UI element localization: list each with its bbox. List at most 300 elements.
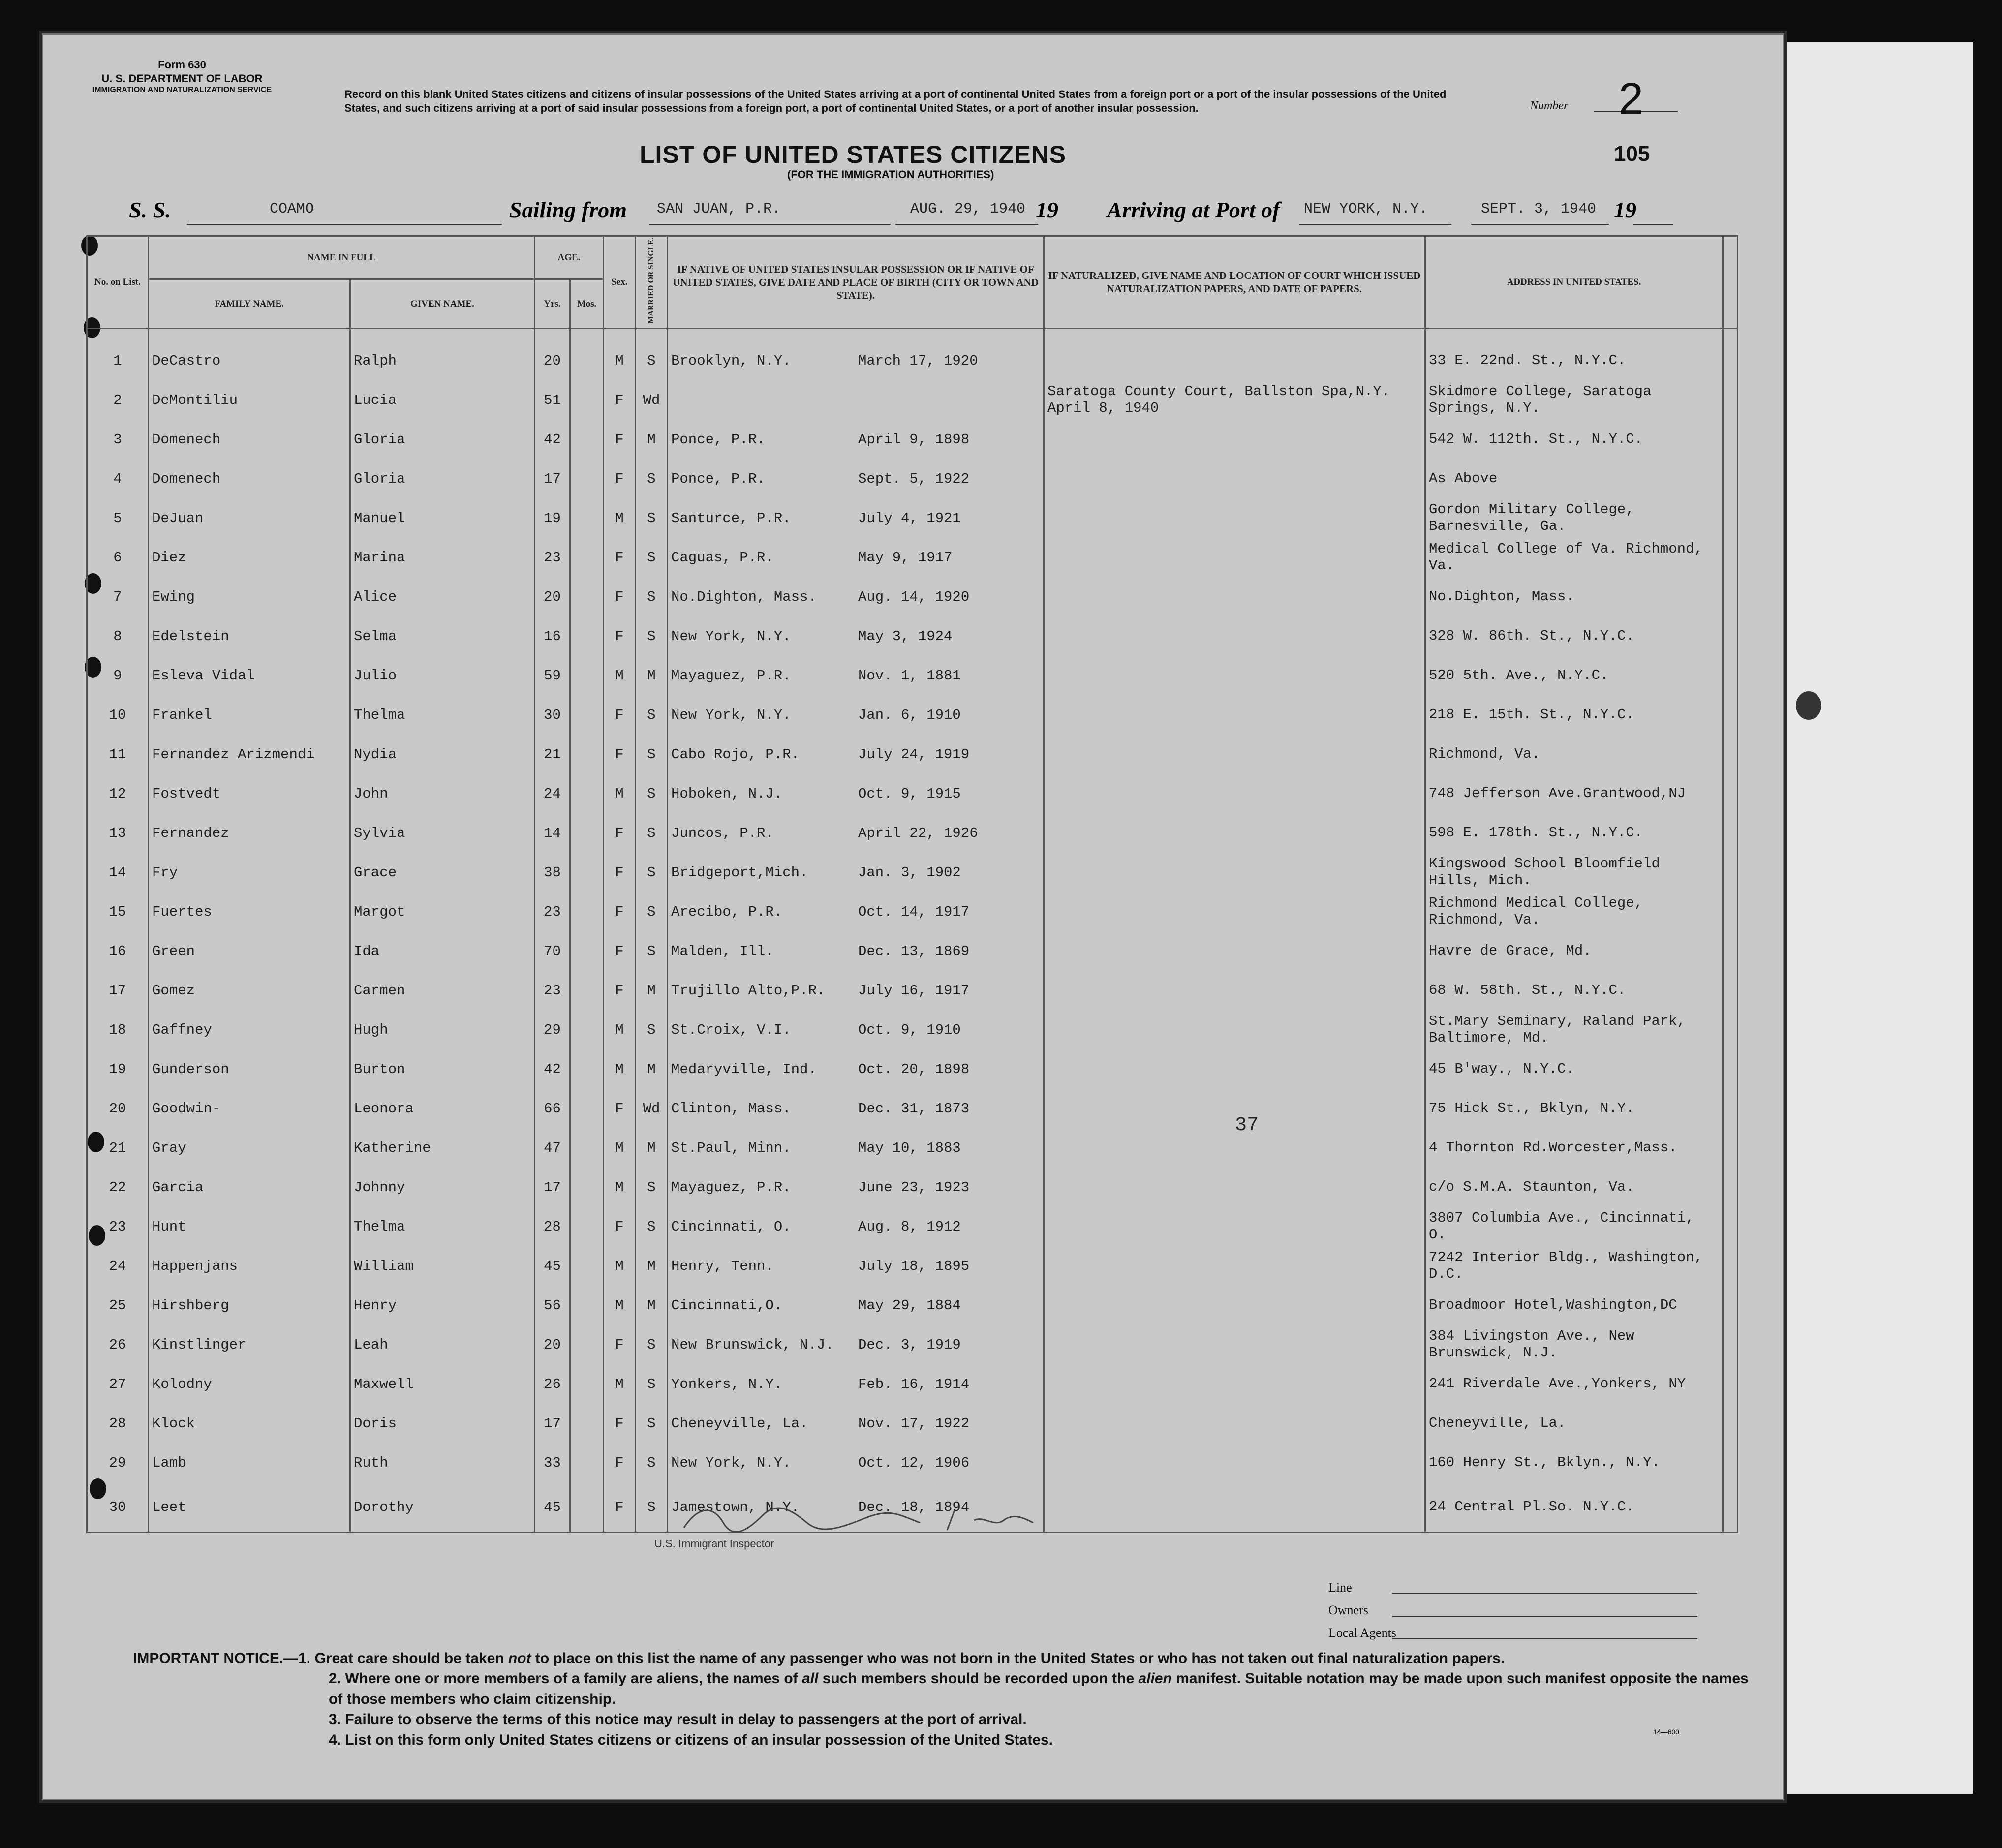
naturalization: [1044, 853, 1425, 892]
birth-info: [668, 735, 1044, 774]
col-no: No. on List.: [87, 236, 149, 329]
adjacent-page: [1776, 42, 1973, 1794]
address: 748 Jefferson Ave.Grantwood,NJ: [1425, 774, 1723, 813]
birth-date: Dec. 13, 1869: [858, 943, 970, 959]
birth-place: St.Paul, Minn.: [671, 1140, 791, 1156]
row-number: 11: [87, 735, 149, 774]
family-name: Goodwin-: [149, 1089, 350, 1128]
table-row: [87, 616, 1738, 656]
marital-status: S: [636, 931, 668, 971]
naturalization: [1044, 735, 1425, 774]
row-number: 16: [87, 931, 149, 971]
age-years: 42: [535, 1049, 570, 1089]
sex: F: [604, 1089, 636, 1128]
sailing-port: SAN JUAN, P.R.: [657, 201, 781, 217]
age-months: [570, 853, 604, 892]
sex: M: [604, 498, 636, 538]
spare: [1723, 577, 1738, 616]
naturalization: [1044, 329, 1425, 381]
age-years: 23: [535, 971, 570, 1010]
age-years: 28: [535, 1207, 570, 1246]
marital-status: M: [636, 1246, 668, 1286]
arrival-year-underline: [1633, 224, 1673, 225]
age-months: [570, 971, 604, 1010]
sex: F: [604, 1482, 636, 1533]
age-years: 23: [535, 892, 570, 931]
birth-place: Henry, Tenn.: [671, 1258, 774, 1274]
birth-info: [668, 892, 1044, 931]
address: St.Mary Seminary, Raland Park, Baltimore, Md.: [1425, 1010, 1723, 1049]
birth-date: May 29, 1884: [858, 1297, 961, 1314]
spare: [1723, 1128, 1738, 1168]
sailing-year-suffix: 19: [1036, 197, 1058, 222]
marital-status: M: [636, 1128, 668, 1168]
naturalization: [1044, 538, 1425, 577]
naturalization: [1044, 931, 1425, 971]
given-name: Johnny: [350, 1168, 535, 1207]
birth-place: Cincinnati,O.: [671, 1297, 783, 1314]
birth-info: [668, 656, 1044, 695]
sex: F: [604, 380, 636, 420]
birth-place: Cabo Rojo, P.R.: [671, 746, 800, 763]
birth-date: Aug. 8, 1912: [858, 1218, 961, 1235]
given-name: Katherine: [350, 1128, 535, 1168]
given-name: Gloria: [350, 420, 535, 459]
marital-status: S: [636, 735, 668, 774]
sex: F: [604, 1207, 636, 1246]
spare: [1723, 1443, 1738, 1482]
sex: M: [604, 1286, 636, 1325]
address: 45 B'way., N.Y.C.: [1425, 1049, 1723, 1089]
notice-2b: such members should be recorded upon the: [818, 1670, 1139, 1687]
table-row: [87, 892, 1738, 931]
table-row: [87, 538, 1738, 577]
spare: [1723, 853, 1738, 892]
row-number: 14: [87, 853, 149, 892]
arrival-year-suffix: 19: [1614, 197, 1636, 222]
given-name: Grace: [350, 853, 535, 892]
notice-1-emphasis: not: [508, 1650, 531, 1666]
address: Havre de Grace, Md.: [1425, 931, 1723, 971]
table-row: [87, 1207, 1738, 1246]
given-name: Alice: [350, 577, 535, 616]
sex: M: [604, 656, 636, 695]
page-subtitle: (FOR THE IMMIGRATION AUTHORITIES): [787, 168, 994, 181]
row-number: 24: [87, 1246, 149, 1286]
spare: [1723, 1482, 1738, 1533]
table-row: [87, 380, 1738, 420]
naturalization: [1044, 1443, 1425, 1482]
family-name: Esleva Vidal: [149, 656, 350, 695]
marital-status: S: [636, 329, 668, 381]
birth-place: Ponce, P.R.: [671, 431, 766, 448]
address: 542 W. 112th. St., N.Y.C.: [1425, 420, 1723, 459]
table-row: [87, 1010, 1738, 1049]
row-number: 10: [87, 695, 149, 735]
birth-date: Oct. 20, 1898: [858, 1061, 970, 1078]
arrival-date: SEPT. 3, 1940: [1481, 201, 1597, 217]
age-years: 47: [535, 1128, 570, 1168]
given-name: Carmen: [350, 971, 535, 1010]
age-months: [570, 616, 604, 656]
age-months: [570, 380, 604, 420]
row-number: 25: [87, 1286, 149, 1325]
notice-1b: to place on this list the name of any passenger who was not born in the United States or who has not taken out final naturalization papers.: [531, 1650, 1505, 1666]
row-number: 27: [87, 1364, 149, 1404]
age-months: [570, 1482, 604, 1533]
inspector-label: U.S. Immigrant Inspector: [654, 1538, 774, 1550]
age-months: [570, 459, 604, 498]
naturalization: [1044, 459, 1425, 498]
marital-status: S: [636, 459, 668, 498]
table-row: [87, 931, 1738, 971]
sex: F: [604, 853, 636, 892]
sex: F: [604, 813, 636, 853]
spare: [1723, 616, 1738, 656]
sex: M: [604, 1168, 636, 1207]
birth-place: Mayaguez, P.R.: [671, 667, 791, 684]
age-months: [570, 774, 604, 813]
sex: F: [604, 892, 636, 931]
family-name: Ewing: [149, 577, 350, 616]
spare: [1723, 498, 1738, 538]
arriving-label: Arriving at Port of: [1107, 197, 1280, 222]
passenger-table-wrap: [86, 235, 1737, 1539]
birth-info: [668, 1128, 1044, 1168]
table-row: [87, 813, 1738, 853]
page-number: 105: [1614, 142, 1650, 166]
family-name: Diez: [149, 538, 350, 577]
birth-date: Oct. 9, 1915: [858, 785, 961, 802]
birth-date: Aug. 14, 1920: [858, 588, 970, 605]
sex: M: [604, 1010, 636, 1049]
spare: [1723, 459, 1738, 498]
row-number: 18: [87, 1010, 149, 1049]
sex: M: [604, 1049, 636, 1089]
naturalization: [1044, 813, 1425, 853]
birth-place: New Brunswick, N.J.: [671, 1336, 834, 1353]
address: Kingswood School Bloomfield Hills, Mich.: [1425, 853, 1723, 892]
table-row: [87, 853, 1738, 892]
address: Broadmoor Hotel,Washington,DC: [1425, 1286, 1723, 1325]
row-number: 20: [87, 1089, 149, 1128]
age-months: [570, 892, 604, 931]
birth-place: Hoboken, N.J.: [671, 785, 783, 802]
row-number: 12: [87, 774, 149, 813]
naturalization: Saratoga County Court, Ballston Spa,N.Y. April 8, 1940: [1044, 380, 1425, 420]
age-years: 59: [535, 656, 570, 695]
ship-name: COAMO: [270, 201, 314, 217]
table-row: [87, 1443, 1738, 1482]
birth-date: May 9, 1917: [858, 549, 953, 566]
family-name: Hunt: [149, 1207, 350, 1246]
birth-place: New York, N.Y.: [671, 707, 791, 723]
line-field[interactable]: [1392, 1593, 1697, 1594]
notice-2-emphasis-2: alien: [1138, 1670, 1172, 1687]
age-years: 14: [535, 813, 570, 853]
table-row: [87, 656, 1738, 695]
table-row: [87, 1364, 1738, 1404]
family-name: Fry: [149, 853, 350, 892]
line-label: Line: [1328, 1580, 1352, 1595]
birth-info: [668, 813, 1044, 853]
age-years: 42: [535, 420, 570, 459]
sailing-port-underline: [649, 224, 891, 225]
birth-info: [668, 577, 1044, 616]
age-months: [570, 420, 604, 459]
age-years: 30: [535, 695, 570, 735]
spare: [1723, 774, 1738, 813]
spare: [1723, 329, 1738, 381]
given-name: Margot: [350, 892, 535, 931]
col-married-label: MARRIED OR SINGLE.: [647, 238, 655, 324]
spare: [1723, 1207, 1738, 1246]
marital-status: S: [636, 616, 668, 656]
marital-status: S: [636, 1404, 668, 1443]
marital-status: S: [636, 1443, 668, 1482]
age-years: 17: [535, 459, 570, 498]
age-months: [570, 577, 604, 616]
family-name: Gaffney: [149, 1010, 350, 1049]
number-value: 2: [1619, 74, 1644, 123]
row-number: 5: [87, 498, 149, 538]
table-row: [87, 329, 1738, 381]
address: Skidmore College, Saratoga Springs, N.Y.: [1425, 380, 1723, 420]
table-row: [87, 1325, 1738, 1364]
naturalization: [1044, 1364, 1425, 1404]
ink-stain: [1796, 691, 1821, 720]
marital-status: M: [636, 1286, 668, 1325]
owners-field[interactable]: [1392, 1616, 1697, 1617]
age-years: 26: [535, 1364, 570, 1404]
family-name: Green: [149, 931, 350, 971]
marital-status: M: [636, 1049, 668, 1089]
given-name: Manuel: [350, 498, 535, 538]
col-address: ADDRESS IN UNITED STATES.: [1425, 236, 1723, 329]
sailing-date-underline: [895, 224, 1038, 225]
address: Medical College of Va. Richmond, Va.: [1425, 538, 1723, 577]
family-name: DeMontiliu: [149, 380, 350, 420]
age-years: 17: [535, 1168, 570, 1207]
address: No.Dighton, Mass.: [1425, 577, 1723, 616]
family-name: Lamb: [149, 1443, 350, 1482]
birth-date: Jan. 3, 1902: [858, 864, 961, 881]
age-months: [570, 656, 604, 695]
family-name: Domenech: [149, 420, 350, 459]
birth-place: Caguas, P.R.: [671, 549, 774, 566]
birth-info: [668, 1207, 1044, 1246]
important-notice: [133, 1648, 1756, 1750]
birth-info: [668, 853, 1044, 892]
marital-status: S: [636, 538, 668, 577]
naturalization: [1044, 1128, 1425, 1168]
spare: [1723, 1089, 1738, 1128]
age-years: 17: [535, 1404, 570, 1443]
age-months: [570, 695, 604, 735]
row-number: 21: [87, 1128, 149, 1168]
address: Richmond Medical College, Richmond, Va.: [1425, 892, 1723, 931]
col-naturalized: IF NATURALIZED, GIVE NAME AND LOCATION OF COURT WHICH ISSUED NATURALIZATION PAPERS, AND DATE OF PAPERS.: [1044, 236, 1425, 329]
birth-info: [668, 538, 1044, 577]
age-years: 16: [535, 616, 570, 656]
row-number: 30: [87, 1482, 149, 1533]
sex: F: [604, 420, 636, 459]
family-name: Gomez: [149, 971, 350, 1010]
notice-4: 4. List on this form only United States citizens or citizens of an insular possession of the United States.: [329, 1731, 1053, 1748]
birth-info: [668, 1443, 1044, 1482]
col-given: GIVEN NAME.: [350, 279, 535, 329]
family-name: Frankel: [149, 695, 350, 735]
birth-date: July 18, 1895: [858, 1258, 970, 1274]
sailing-date: AUG. 29, 1940: [910, 201, 1026, 217]
naturalization: [1044, 1325, 1425, 1364]
age-months: [570, 1286, 604, 1325]
given-name: Hugh: [350, 1010, 535, 1049]
col-spare: [1723, 236, 1738, 329]
sex: M: [604, 1128, 636, 1168]
table-row: [87, 1168, 1738, 1207]
age-months: [570, 1168, 604, 1207]
age-years: 29: [535, 1010, 570, 1049]
address: 598 E. 178th. St., N.Y.C.: [1425, 813, 1723, 853]
col-family: FAMILY NAME.: [149, 279, 350, 329]
naturalization: [1044, 1404, 1425, 1443]
birth-place: Cincinnati, O.: [671, 1218, 791, 1235]
birth-date: Sept. 5, 1922: [858, 470, 970, 487]
birth-place: St.Croix, V.I.: [671, 1021, 791, 1038]
birth-place: Juncos, P.R.: [671, 825, 774, 841]
marital-status: M: [636, 971, 668, 1010]
age-years: 38: [535, 853, 570, 892]
arrival-port: NEW YORK, N.Y.: [1304, 201, 1428, 217]
age-months: [570, 813, 604, 853]
spare: [1723, 1364, 1738, 1404]
birth-info: [668, 1325, 1044, 1364]
spare: [1723, 420, 1738, 459]
sex: F: [604, 1404, 636, 1443]
family-name: Garcia: [149, 1168, 350, 1207]
sex: F: [604, 1443, 636, 1482]
address: 24 Central Pl.So. N.Y.C.: [1425, 1482, 1723, 1533]
inspector-signature: [679, 1501, 1122, 1535]
table-row: [87, 735, 1738, 774]
table-row: [87, 1404, 1738, 1443]
naturalization: [1044, 1286, 1425, 1325]
given-name: Thelma: [350, 695, 535, 735]
birth-place: Bridgeport,Mich.: [671, 864, 808, 881]
birth-date: April 9, 1898: [858, 431, 970, 448]
given-name: Burton: [350, 1049, 535, 1089]
age-years: 33: [535, 1443, 570, 1482]
birth-info: [668, 329, 1044, 381]
spare: [1723, 971, 1738, 1010]
given-name: Sylvia: [350, 813, 535, 853]
birth-info: [668, 616, 1044, 656]
row-number: 7: [87, 577, 149, 616]
sex: F: [604, 577, 636, 616]
age-months: [570, 931, 604, 971]
family-name: Gunderson: [149, 1049, 350, 1089]
birth-date: July 16, 1917: [858, 982, 970, 999]
birth-date: May 10, 1883: [858, 1140, 961, 1156]
naturalization: [1044, 1010, 1425, 1049]
birth-date: May 3, 1924: [858, 628, 953, 645]
table-row: [87, 420, 1738, 459]
marital-status: Wd: [636, 380, 668, 420]
print-code: 14—600: [1653, 1728, 1679, 1736]
naturalization: [1044, 498, 1425, 538]
naturalization: [1044, 971, 1425, 1010]
birth-date: March 17, 1920: [858, 352, 978, 369]
birth-place: Brooklyn, N.Y.: [671, 352, 791, 369]
marital-status: S: [636, 774, 668, 813]
spare: [1723, 1010, 1738, 1049]
naturalization: [1044, 1168, 1425, 1207]
spare: [1723, 1168, 1738, 1207]
row-number: 22: [87, 1168, 149, 1207]
spare: [1723, 1325, 1738, 1364]
naturalization: [1044, 1089, 1425, 1128]
marital-status: S: [636, 498, 668, 538]
address: Gordon Military College, Barnesville, Ga.: [1425, 498, 1723, 538]
birth-info: [668, 1286, 1044, 1325]
row-number: 23: [87, 1207, 149, 1246]
birth-place: No.Dighton, Mass.: [671, 588, 817, 605]
given-name: Doris: [350, 1404, 535, 1443]
birth-date: June 23, 1923: [858, 1179, 970, 1196]
marital-status: S: [636, 1325, 668, 1364]
row-number: 28: [87, 1404, 149, 1443]
birth-place: Clinton, Mass.: [671, 1100, 791, 1117]
age-years: 20: [535, 1325, 570, 1364]
marital-status: S: [636, 1010, 668, 1049]
sailing-label: Sailing from: [509, 197, 627, 222]
marital-status: S: [636, 1207, 668, 1246]
naturalization: [1044, 656, 1425, 695]
age-years: 19: [535, 498, 570, 538]
spare: [1723, 813, 1738, 853]
birth-info: [668, 1404, 1044, 1443]
family-name: Fernandez Arizmendi: [149, 735, 350, 774]
birth-info: [668, 1168, 1044, 1207]
birth-place: Santurce, P.R.: [671, 510, 791, 526]
age-months: [570, 329, 604, 381]
agents-field[interactable]: [1392, 1638, 1697, 1639]
birth-place: Ponce, P.R.: [671, 470, 766, 487]
marital-status: S: [636, 577, 668, 616]
col-mos: Mos.: [570, 279, 604, 329]
col-married: [636, 236, 668, 329]
family-name: Kolodny: [149, 1364, 350, 1404]
marital-status: S: [636, 1482, 668, 1533]
spare: [1723, 656, 1738, 695]
age-years: 70: [535, 931, 570, 971]
address: 241 Riverdale Ave.,Yonkers, NY: [1425, 1364, 1723, 1404]
page-title: LIST OF UNITED STATES CITIZENS: [640, 141, 1067, 168]
age-months: [570, 1207, 604, 1246]
table-row: [87, 1089, 1738, 1128]
notice-3: 3. Failure to observe the terms of this notice may result in delay to passengers at the port of arrival.: [329, 1711, 1027, 1728]
row-number: 26: [87, 1325, 149, 1364]
row-number: 4: [87, 459, 149, 498]
naturalization: [1044, 1049, 1425, 1089]
marital-status: S: [636, 813, 668, 853]
given-name: Julio: [350, 656, 535, 695]
row-number: 9: [87, 656, 149, 695]
birth-place: Malden, Ill.: [671, 943, 774, 959]
birth-info: [668, 459, 1044, 498]
address: 384 Livingston Ave., New Brunswick, N.J.: [1425, 1325, 1723, 1364]
